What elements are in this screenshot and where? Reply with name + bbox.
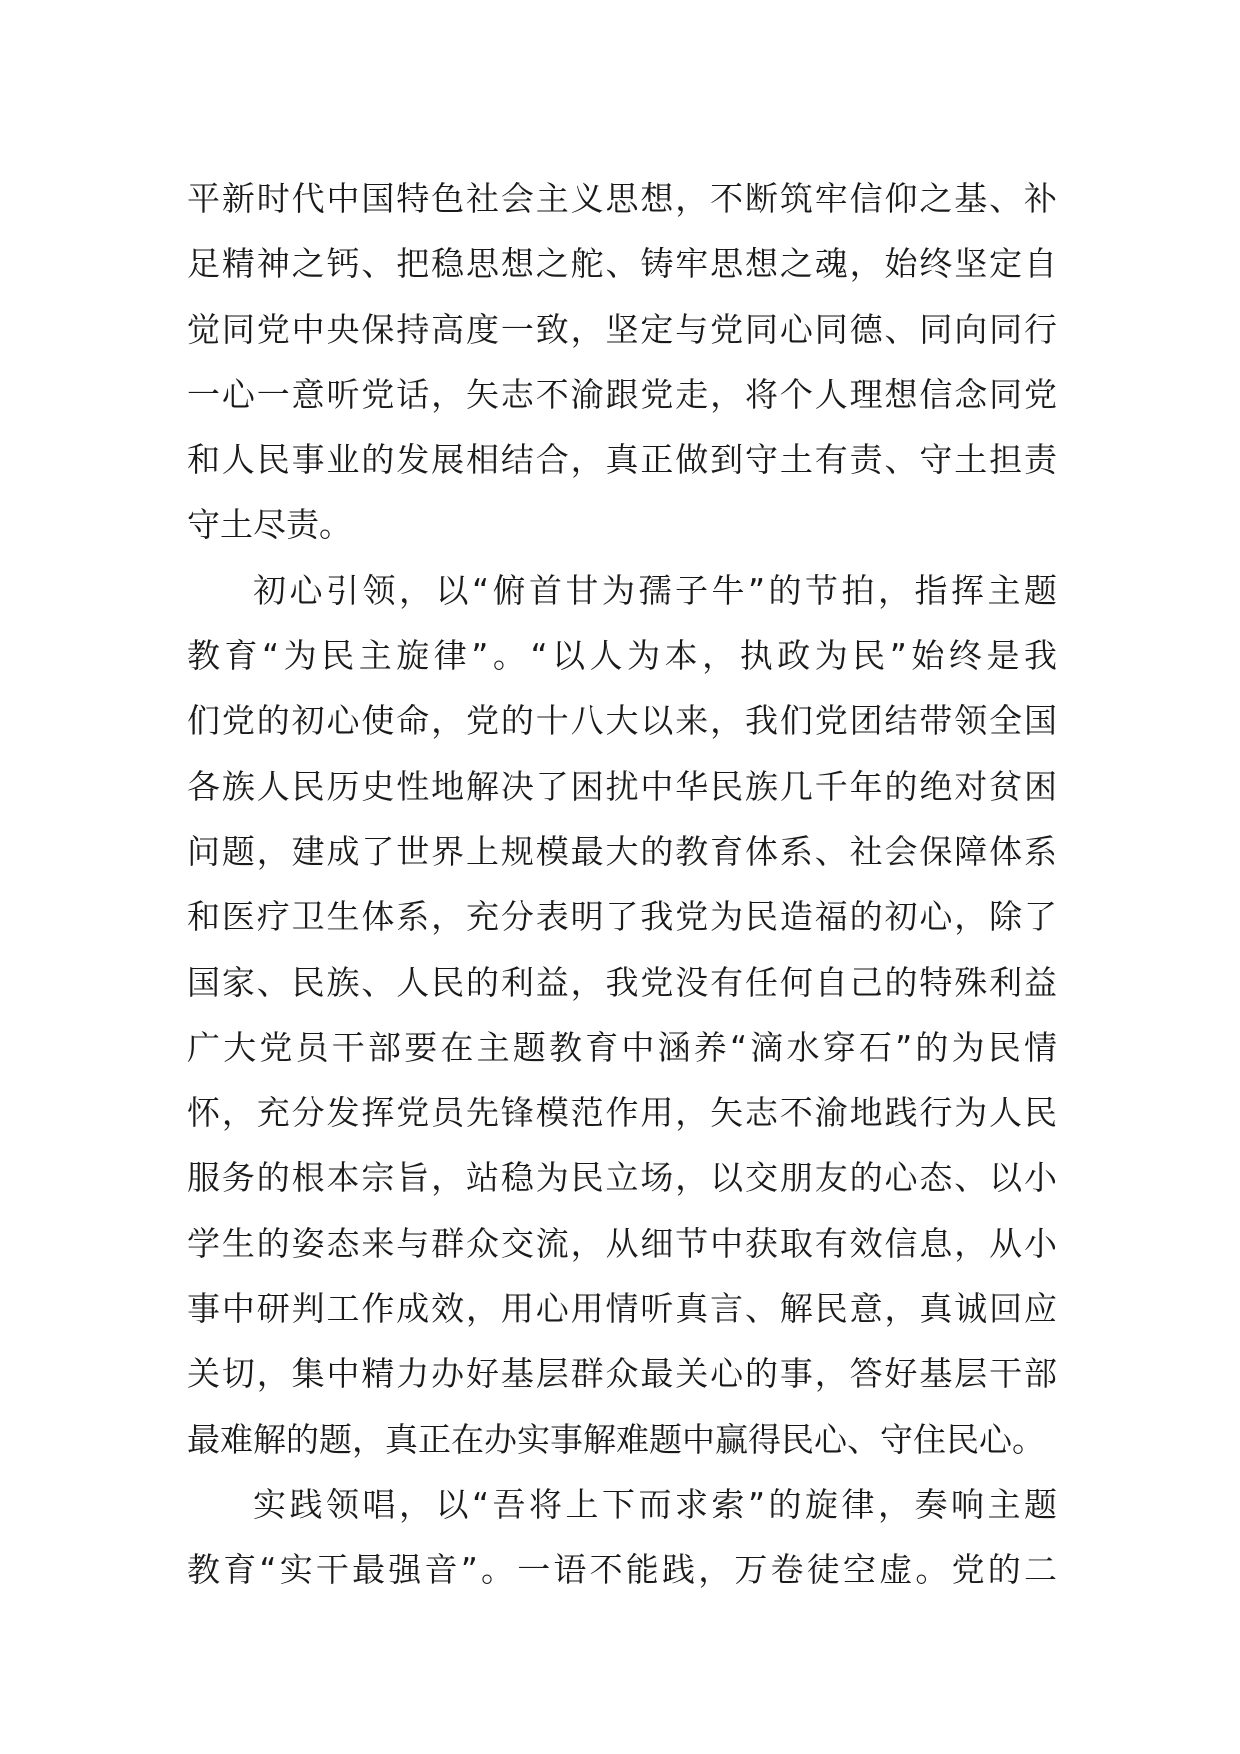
text-line: 平新时代中国特色社会主义思想，不断筑牢信仰之基、补 [187, 179, 1057, 218]
text-line: 学生的姿态来与群众交流，从细节中获取有效信息，从小 [187, 1223, 1057, 1263]
text-line: 关切，集中精力办好基层群众最关心的事，答好基层干部 [187, 1354, 1057, 1394]
text-line: 守土尽责。 [187, 505, 352, 545]
text-line: 初心引领，以“俯首甘为孺子牛”的节拍，指挥主题 [253, 570, 1057, 610]
text-line: 足精神之钙、把稳思想之舵、铸牢思想之魂，始终坚定自 [187, 244, 1057, 284]
text-line: 服务的根本宗旨，站稳为民立场，以交朋友的心态、以小 [187, 1158, 1057, 1198]
text-line: 和人民事业的发展相结合，真正做到守土有责、守土担责 [187, 440, 1057, 480]
text-line: 们党的初心使命，党的十八大以来，我们党团结带领全国 [187, 701, 1057, 741]
body-text [187, 166, 1057, 1603]
text-line: 教育“为民主旋律”。“以人为本，执政为民”始终是我 [187, 636, 1057, 676]
text-line: 怀，充分发挥党员先锋模范作用，矢志不渝地践行为人民 [187, 1093, 1057, 1133]
text-line: 觉同党中央保持高度一致，坚定与党同心同德、同向同行 [187, 309, 1057, 349]
text-line: 最难解的题，真正在办实事解难题中赢得民心、守住民心。 [187, 1419, 1045, 1459]
text-line: 一心一意听党话，矢志不渝跟党走，将个人理想信念同党 [187, 374, 1057, 414]
text-line: 和医疗卫生体系，充分表明了我党为民造福的初心，除了 [187, 897, 1057, 937]
text-line: 实践领唱，以“吾将上下而求索”的旋律，奏响主题 [253, 1484, 1057, 1524]
text-line: 事中研判工作成效，用心用情听真言、解民意，真诚回应 [187, 1289, 1057, 1329]
text-line: 问题，建成了世界上规模最大的教育体系、社会保障体系 [187, 831, 1057, 871]
text-line: 国家、民族、人民的利益，我党没有任何自己的特殊利益 [187, 962, 1057, 1002]
text-line: 教育“实干最强音”。一语不能践，万卷徒空虚。党的二 [187, 1550, 1057, 1590]
text-line: 广大党员干部要在主题教育中涵养“滴水穿石”的为民情 [187, 1027, 1057, 1067]
text-line: 各族人民历史性地解决了困扰中华民族几千年的绝对贫困 [187, 766, 1057, 806]
